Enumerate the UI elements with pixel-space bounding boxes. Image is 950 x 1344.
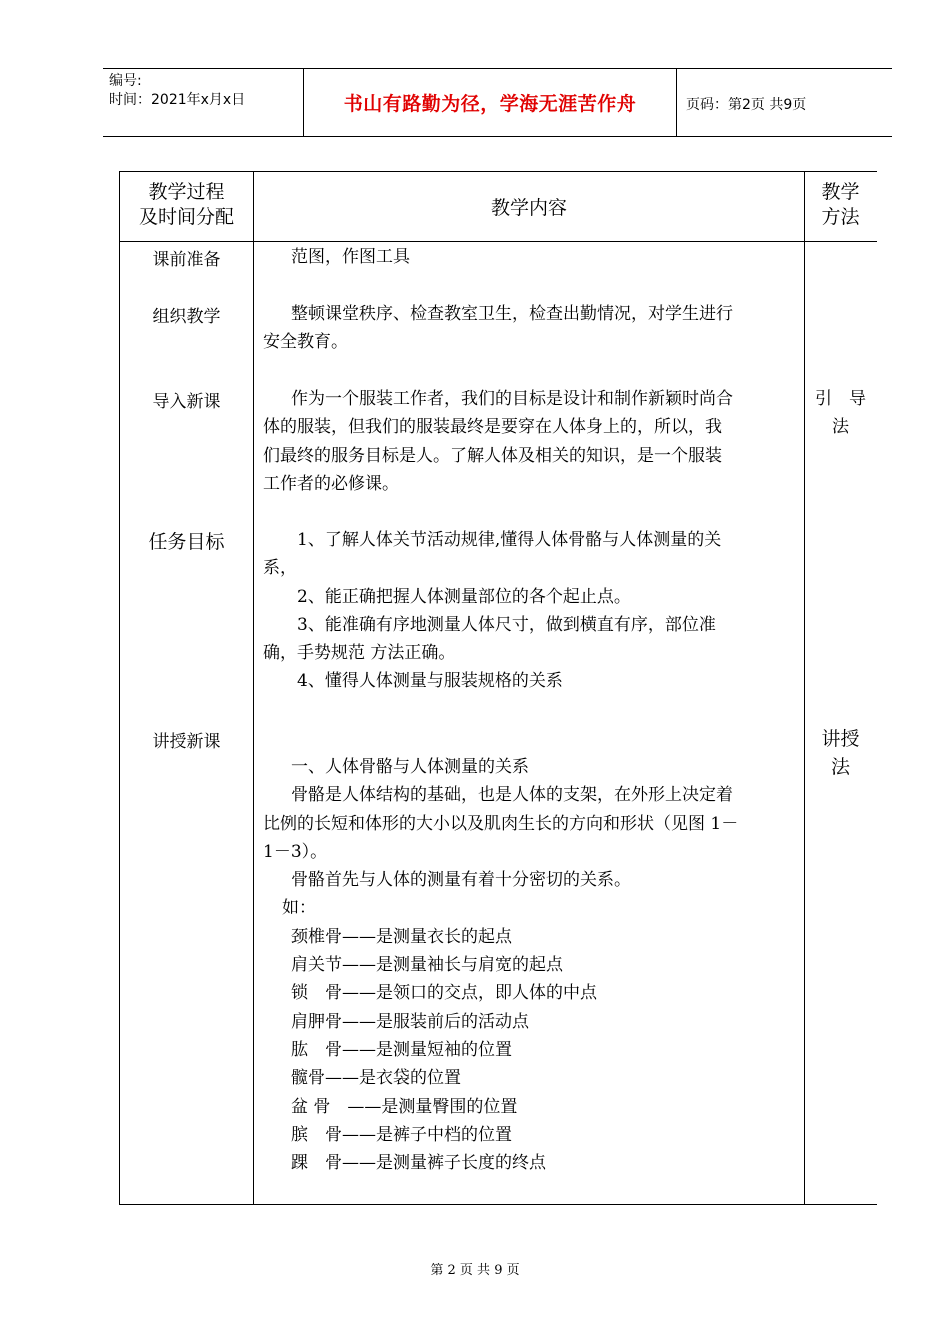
content-line: 1、了解人体关节活动规律,懂得人体骨骼与人体测量的关 <box>297 530 722 550</box>
col-header-method-line2: 方法 <box>821 206 860 228</box>
bone-item: 膑 骨——是裤子中档的位置 <box>291 1124 512 1145</box>
col-header-process-line1: 教学过程 <box>148 181 225 203</box>
header-page-number: 页码：第2页 共9页 <box>686 97 807 113</box>
content-intro <box>263 385 798 498</box>
col-header-process-line2: 及时间分配 <box>138 206 234 228</box>
serial-label: 编号: <box>109 73 142 89</box>
col-header-process <box>120 180 253 230</box>
content-line: 4、懂得人体测量与服装规格的关系 <box>297 671 563 692</box>
col-header-method-line1: 教学 <box>821 181 860 203</box>
stage-teach: 讲授新课 <box>152 732 221 752</box>
bone-item: 肱 骨——是测量短袖的位置 <box>291 1039 512 1060</box>
content-line: 2、能正确把握人体测量部位的各个起止点。 <box>297 586 631 607</box>
bone-item: 盆 骨 ——是测量臀围的位置 <box>291 1096 518 1117</box>
header-divider <box>676 69 677 136</box>
header-meta <box>109 72 245 110</box>
content-line: 如： <box>282 898 316 919</box>
stage-prep: 课前准备 <box>152 250 221 270</box>
col-header-method <box>805 180 876 230</box>
col-header-content: 教学内容 <box>490 197 567 219</box>
content-line: 整顿课堂秩序、检查教室卫生，检查出勤情况，对学生进行 <box>291 304 733 324</box>
content-line: 骨骼是人体结构的基础，也是人体的支架，在外形上决定着 <box>291 785 733 806</box>
content-prep: 范图，作图工具 <box>291 247 410 267</box>
page-footer: 第 2 页 共 9 页 <box>430 1263 520 1278</box>
content-line: 系， <box>263 558 297 579</box>
method-line: 法 <box>830 756 850 779</box>
document-header <box>103 68 892 137</box>
column-divider <box>804 172 805 1204</box>
stage-organize: 组织教学 <box>152 307 221 327</box>
content-line: 体的服装，但我们的服装最终是要穿在人体身上的，所以，我 <box>263 417 722 438</box>
stage-goals: 任务目标 <box>148 531 225 553</box>
method-intro <box>805 385 876 442</box>
content-line: 作为一个服装工作者，我们的目标是设计和制作新颖时尚合 <box>291 389 733 409</box>
content-line: 骨骼首先与人体的测量有着十分密切的关系。 <box>291 870 631 891</box>
bone-item: 肩胛骨——是服装前后的活动点 <box>291 1011 529 1032</box>
method-line: 引 导 <box>815 389 866 409</box>
content-line: 们最终的服务目标是人。了解人体及相关的知识，是一个服装 <box>263 445 722 466</box>
bone-item: 髋骨——是衣袋的位置 <box>291 1068 461 1089</box>
content-organize <box>263 300 798 357</box>
content-line: 比例的长短和体形的大小以及肌肉生长的方向和形状（见图 1－ <box>263 813 739 834</box>
content-line: 安全教育。 <box>263 332 348 353</box>
header-row-divider <box>120 241 877 242</box>
stage-intro: 导入新课 <box>152 392 221 412</box>
content-line: 确，手势规范 方法正确。 <box>263 643 456 664</box>
bone-item: 踝 骨——是测量裤子长度的终点 <box>291 1153 546 1174</box>
content-teach <box>263 753 798 1177</box>
bone-item: 锁 骨——是领口的交点，即人体的中点 <box>291 983 597 1004</box>
lesson-plan-table <box>119 171 877 1205</box>
content-goals <box>263 526 798 696</box>
method-line: 法 <box>832 417 849 438</box>
column-divider <box>253 172 254 1204</box>
bone-item: 颈椎骨——是测量衣长的起点 <box>291 926 512 947</box>
section-heading: 一、人体骨骼与人体测量的关系 <box>291 757 529 777</box>
method-line: 讲授 <box>821 728 860 750</box>
method-teach <box>805 725 876 782</box>
content-line: 1－3）。 <box>263 841 328 862</box>
date-label: 时间：2021年x月x日 <box>109 92 246 108</box>
header-motto: 书山有路勤为径，学海无涯苦作舟 <box>343 93 637 115</box>
bone-item: 肩关节——是测量袖长与肩宽的起点 <box>291 955 563 976</box>
content-line: 3、能准确有序地测量人体尺寸，做到横直有序，部位准 <box>297 614 716 635</box>
content-line: 工作者的必修课。 <box>263 473 399 494</box>
